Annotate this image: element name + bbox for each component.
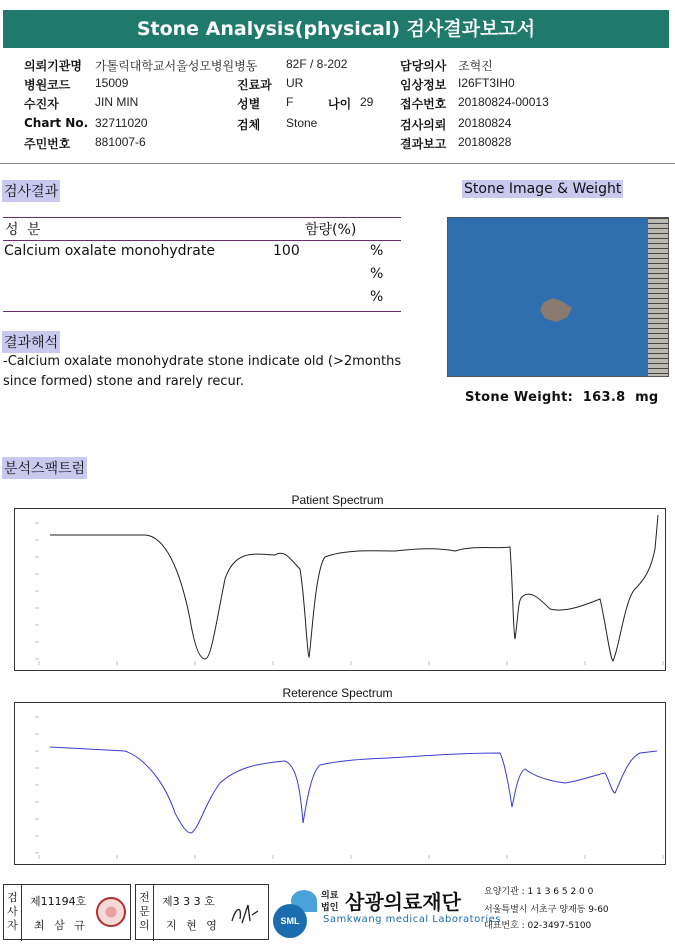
value-resident-no: 881007-6 [95,135,146,149]
value-doctor: 조혁진 [458,59,493,73]
reference-spectrum-trace [50,747,657,833]
label-receipt-no: 접수번호 [400,97,447,111]
value-ward: 82F / 8-202 [286,57,348,71]
patient-spectrum-title: Patient Spectrum [291,493,384,507]
row-unit-2: % [370,266,384,282]
value-test-request: 20180824 [458,116,512,130]
value-clinical-info: I26FT3IH0 [458,76,515,90]
interpretation-text: -Calcium oxalate monohydrate stone indicate old (>2months since formed) stone and rarely recur. [3,354,402,389]
agency-code: 요양기관 : 1 1 3 6 5 2 0 0 [484,887,594,897]
weight-value: 163.8 [582,390,626,405]
result-table [3,217,401,313]
label-hospital-code: 병원코드 [24,78,71,92]
examiner-name: 최 삼 규 [34,919,88,932]
value-department: UR [286,76,304,90]
weight-unit: mg [635,390,659,405]
value-specimen: Stone [286,116,318,130]
label-institution: 의뢰기관명 [24,59,82,73]
reference-spectrum-svg [15,703,665,864]
footer [3,884,670,942]
examiner-seal [96,897,126,927]
col-component: 성 분 [5,222,43,238]
label-sex: 성별 [237,97,261,111]
patient-axes [35,523,663,665]
address: 서울특별시 서초구 양재동 9-60 [484,905,609,915]
value-institution: 가톨릭대학교서울성모병원병동 [95,59,258,73]
table-line-bottom [3,311,401,312]
label-doctor: 담당의사 [400,59,447,73]
specialist-license: 제3 3 3 호 [162,895,215,908]
label-age: 나이 [328,97,352,111]
row-unit-1: % [370,243,384,259]
label-chart-no: Chart No. [24,116,89,130]
specialist-name: 지 현 영 [166,919,220,932]
logo-small-2: 법인 [321,903,339,913]
examiner-box [3,884,131,940]
stone-specimen [540,298,572,322]
section-interpretation: 결과해석 [2,331,60,353]
section-result: 검사결과 [2,180,60,202]
reference-spectrum-title: Reterence Spectrum [282,686,393,700]
row-unit-3: % [370,289,384,305]
value-patient: JIN MIN [95,95,139,109]
label-specimen: 검체 [237,118,261,132]
examiner-vert-label: 검 사 자 [4,885,22,941]
logo-small-1: 의료 [321,891,339,901]
stone-photo [447,217,669,377]
patient-spectrum-chart [14,508,666,671]
logo-english: Samkwang medical Laboratories [323,914,501,925]
label-resident-no: 주민번호 [24,137,71,151]
ruler [648,218,668,377]
col-amount: 함량(%) [305,222,357,238]
value-sex: F [286,95,294,109]
patient-spectrum-trace [50,515,658,661]
specialist-signature [228,899,262,929]
section-stone-image: Stone Image & Weight [464,181,622,197]
divider-top [0,163,675,164]
value-receipt-no: 20180824-00013 [458,95,549,109]
reference-spectrum-chart [14,702,666,865]
label-department: 진료과 [237,78,272,92]
label-clinical-info: 임상정보 [400,78,447,92]
examiner-license: 제11194호 [30,895,87,908]
specialist-box [135,884,269,940]
label-test-request: 검사의뢰 [400,118,447,132]
section-spectrum: 분석스팩트럼 [2,457,87,479]
value-hospital-code: 15009 [95,76,129,90]
stone-weight [465,390,659,405]
row-component-value: 100 [273,243,300,259]
label-result-report: 결과보고 [400,137,447,151]
sml-logo-icon: SML [273,904,307,938]
value-age: 29 [360,95,374,109]
label-patient: 수진자 [24,97,59,111]
patient-spectrum-svg [15,509,665,670]
report-title: Stone Analysis(physical) 검사결과보고서 [3,10,669,48]
logo-name: 삼광의료재단 [345,890,461,914]
row-component-name: Calcium oxalate monohydrate [4,243,215,259]
value-chart-no: 32711020 [95,116,148,130]
table-line-top [3,217,401,218]
weight-label: Stone Weight: [465,390,574,405]
table-line-header [3,240,401,241]
value-result-report: 20180828 [458,135,512,149]
phone: 대표번호 : 02-3497-5100 [484,921,592,931]
reference-axes [35,717,663,859]
specialist-vert-label: 전 문 의 [136,885,154,941]
patient-info [0,55,675,155]
